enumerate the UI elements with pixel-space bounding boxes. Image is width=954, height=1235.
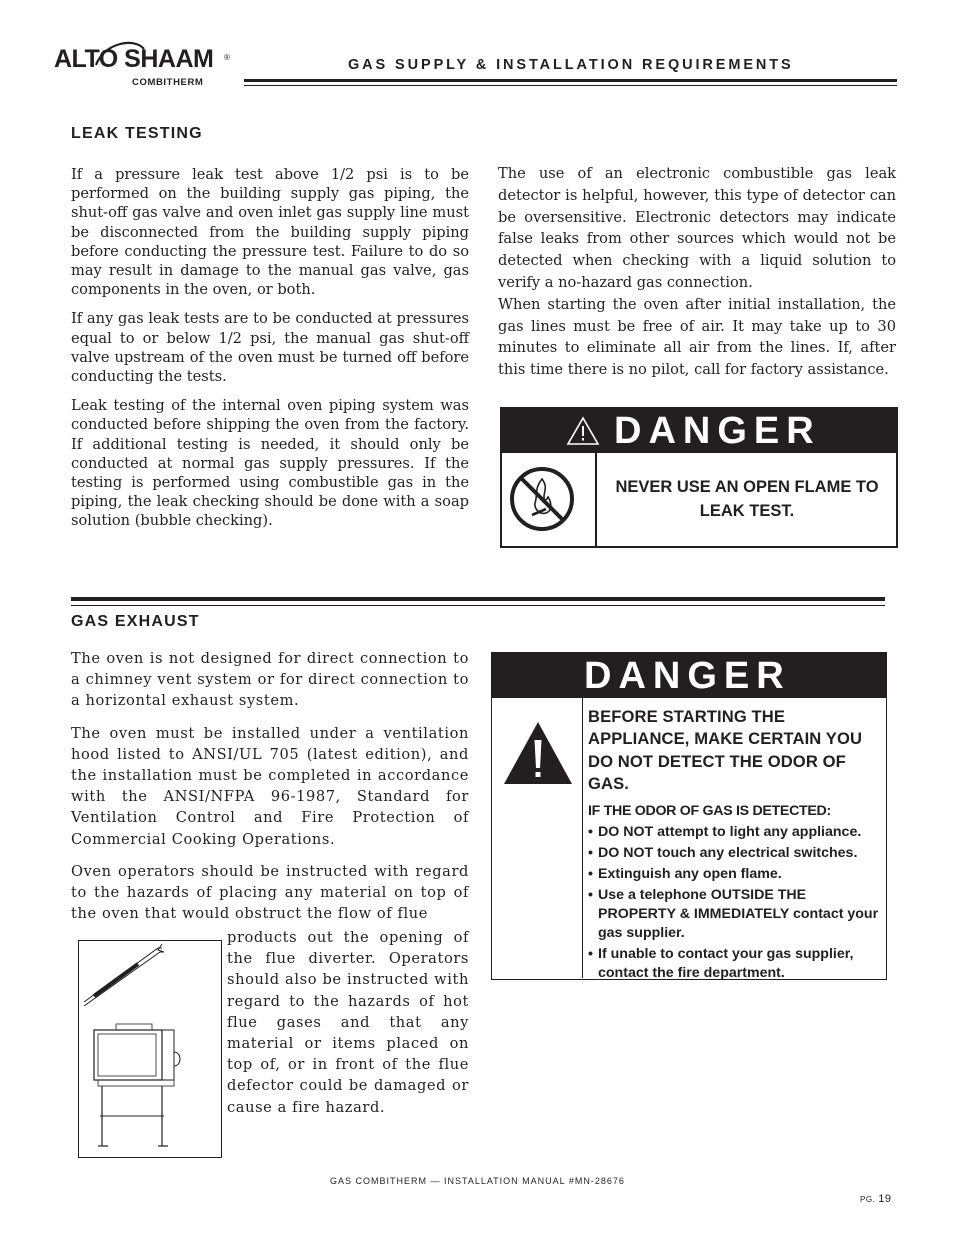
danger-content [588,706,884,985]
page-number: 19 [878,1193,892,1205]
list-item: • Extinguish any open flame. [588,865,884,884]
oven-under-hood-illustration [78,940,222,1158]
paragraph: When starting the oven after initial installation, the gas lines must be free of air. It may take up to 30 minutes to eliminate all air from the lines. If, after this time there is no pilot, call for factory assistance. [498,295,896,379]
list-item: • DO NOT touch any electrical switches. [588,844,884,863]
list-item: • DO NOT attempt to light any appliance. [588,823,884,842]
brand-logo [54,43,234,91]
page-prefix: PG. [860,1195,876,1204]
danger-box-gas-odor [491,652,887,980]
warning-triangle-icon [502,720,574,786]
danger-banner [492,653,886,698]
header-rule-thick [244,79,897,82]
header-rule-thin [244,85,897,86]
logo-swoosh-icon [94,39,146,79]
leak-testing-left-column [71,165,469,541]
leak-testing-right-column [498,163,896,381]
section-rule-thick [71,597,885,601]
danger-box-open-flame [500,407,898,548]
list-item: • Use a telephone OUTSIDE THE PROPERTY & IMMEDIATELY contact your gas supplier. [588,886,884,942]
paragraph: The oven is not designed for direct connection to a chimney vent system or for direct connection to a horizontal exhaust system. [71,650,469,710]
danger-instructions-list [588,823,884,983]
danger-title: DANGER [614,410,821,452]
gas-exhaust-column [71,648,469,924]
list-item: • If unable to contact your gas supplier, contact the fire department. [588,945,884,982]
danger-message: NEVER USE AN OPEN FLAME TO LEAK TEST. [615,478,879,520]
brand-name: ALTO SHAAM [54,45,214,73]
page-header-title: GAS SUPPLY & INSTALLATION REQUIREMENTS [348,57,794,73]
footer-page-label [860,1193,892,1205]
section-title-gas-exhaust: GAS EXHAUST [71,613,200,630]
paragraph: Oven operators should be instructed with regard to the hazards of placing any material on top of the oven that would obstruct the flow of flue [71,862,469,923]
sub-brand: COMBITHERM [132,77,204,88]
danger-icon-cell [492,698,583,978]
section-title-leak-testing: LEAK TESTING [71,125,203,142]
danger-headline: BEFORE STARTING THE APPLIANCE, MAKE CERTAIN YOU DO NOT DETECT THE ODOR OF GAS. [588,707,863,794]
paragraph: If any gas leak tests are to be conducted at pressures equal to or below 1/2 psi, the manual gas shut-off valve upstream of the oven must be turned off before conducting the tests. [71,310,469,386]
danger-image-cell [502,453,597,546]
paragraph: Leak testing of the internal oven piping system was conducted before shipping the oven from the factory. If additional testing is needed, it should only be conducted at normal gas supply pressures. If the testing is performed using combustible gas in the piping, the leak checking should be done with a soap solution (bubble checking). [71,397,469,530]
paragraph: The oven must be installed under a ventilation hood listed to ANSI/UL 705 (latest edition), and the installation must be completed in accordance with the ANSI/NFPA 96-1987, Standard for Ventilation Control and Fire Protection of Commercial Cooking Operations. [71,724,469,848]
danger-subhead: IF THE ODOR OF GAS IS DETECTED: [588,802,831,819]
danger-banner [502,409,896,453]
paragraph: If a pressure leak test above 1/2 psi is to be performed on the building supply gas piping, the shut-off gas valve and oven inlet gas supply line must be disconnected from the building supply piping before conducting the pressure test. Failure to do so may result in damage to the manual gas valve, gas components in the oven, or both. [71,166,469,299]
no-open-flame-icon [508,465,576,533]
section-rule-thin [71,605,885,606]
danger-title: DANGER [584,655,791,697]
registered-mark: ® [224,53,230,62]
gas-exhaust-wrap-text: products out the opening of the flue diverter. Operators should also be instructed with regard to the hazards of hot flue gases and that any material or items placed on top of, or in front of the flue defector could be damaged or cause a fire hazard. [227,929,469,1116]
warning-triangle-icon [566,416,600,446]
footer-manual-title: GAS COMBITHERM — INSTALLATION MANUAL #MN-28676 [330,1176,625,1186]
paragraph: The use of an electronic combustible gas leak detector is helpful, however, this type of detector can be oversensitive. Electronic detectors may indicate false leaks from other sources which would not be detected when checking with a liquid solution to verify a no-hazard gas connection. [498,165,896,291]
